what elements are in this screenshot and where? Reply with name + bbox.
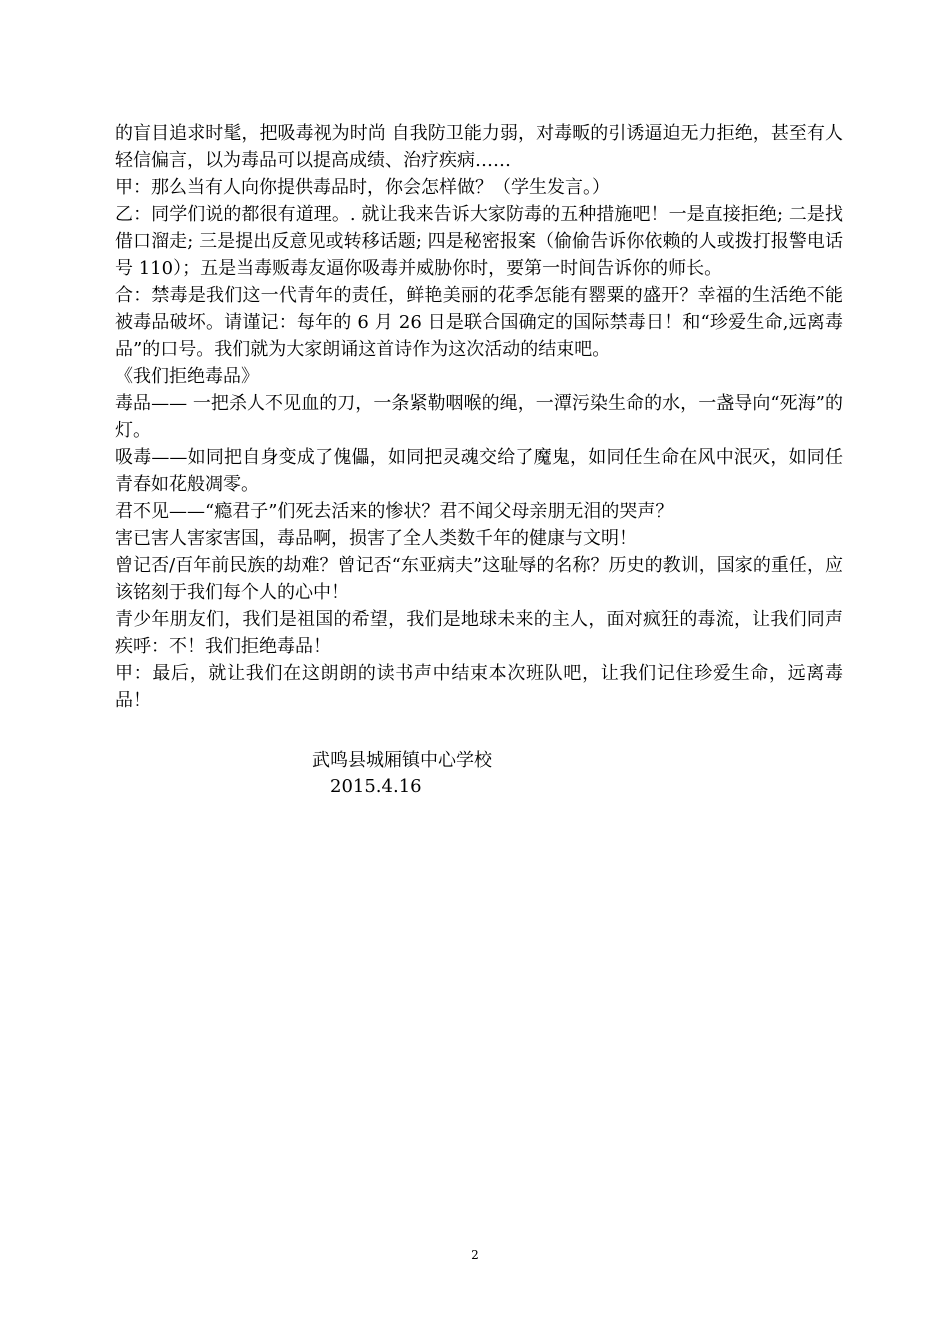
signature-organization: 武鸣县城厢镇中心学校 bbox=[312, 750, 492, 771]
poem-stanza: 吸毒——如同把自身变成了傀儡，如同把灵魂交给了魔鬼，如同任生命在风中泯灭，如同任青春如花般凋零。 bbox=[115, 447, 843, 495]
poem-stanza: 青少年朋友们，我们是祖国的希望，我们是地球未来的主人，面对疯狂的毒流，让我们同声疾呼：不！我们拒绝毒品！ bbox=[115, 609, 843, 657]
poem-title: 《我们拒绝毒品》 bbox=[115, 366, 259, 387]
poem-stanza: 君不见——“瘾君子”们死去活来的惨状？君不闻父母亲朋无泪的哭声？ bbox=[115, 501, 674, 522]
signature-date: 2015.4.16 bbox=[330, 776, 422, 797]
paragraph: 甲：那么当有人向你提供毒品时，你会怎样做？（学生发言。） bbox=[115, 177, 610, 198]
document-body bbox=[115, 120, 843, 714]
page-number: 2 bbox=[471, 1248, 479, 1262]
signature-block bbox=[312, 748, 492, 800]
poem-stanza: 毒品—— 一把杀人不见血的刀，一条紧勒咽喉的绳，一潭污染生命的水，一盏导向“死海”的灯。 bbox=[115, 393, 843, 441]
poem-stanza: 害已害人害家害国，毒品啊，损害了全人类数千年的健康与文明！ bbox=[115, 528, 637, 549]
poem-stanza: 曾记否/百年前民族的劫难？曾记否“东亚病夫”这耻辱的名称？历史的教训，国家的重任，应该铭刻于我们每个人的心中！ bbox=[115, 555, 843, 603]
paragraph: 乙：同学们说的都很有道理。. 就让我来告诉大家防毒的五种措施吧！一是直接拒绝; 二是找借口溜走; 三是提出反意见或转移话题; 四是秘密报案（偷偷告诉你依赖的人或拨打报警电话号 110）；五是当毒贩毒友逼你吸毒并威胁你时，要第一时间告诉你的师长。 bbox=[115, 204, 843, 279]
paragraph: 的盲目追求时髦，把吸毒视为时尚 自我防卫能力弱，对毒畈的引诱逼迫无力拒绝，甚至有人轻信偏言，以为毒品可以提高成绩、治疗疾病…… bbox=[115, 123, 843, 171]
closing-paragraph: 甲：最后，就让我们在这朗朗的读书声中结束本次班队吧，让我们记住珍爱生命，远离毒品！ bbox=[115, 663, 843, 711]
paragraph: 合：禁毒是我们这一代青年的责任，鲜艳美丽的花季怎能有罂粟的盛开？幸福的生活绝不能被毒品破坏。请谨记：每年的 6 月 26 日是联合国确定的国际禁毒日！和“珍爱生命,远离毒品”的口号。我们就为大家朗诵这首诗作为这次活动的结束吧。 bbox=[115, 285, 843, 360]
